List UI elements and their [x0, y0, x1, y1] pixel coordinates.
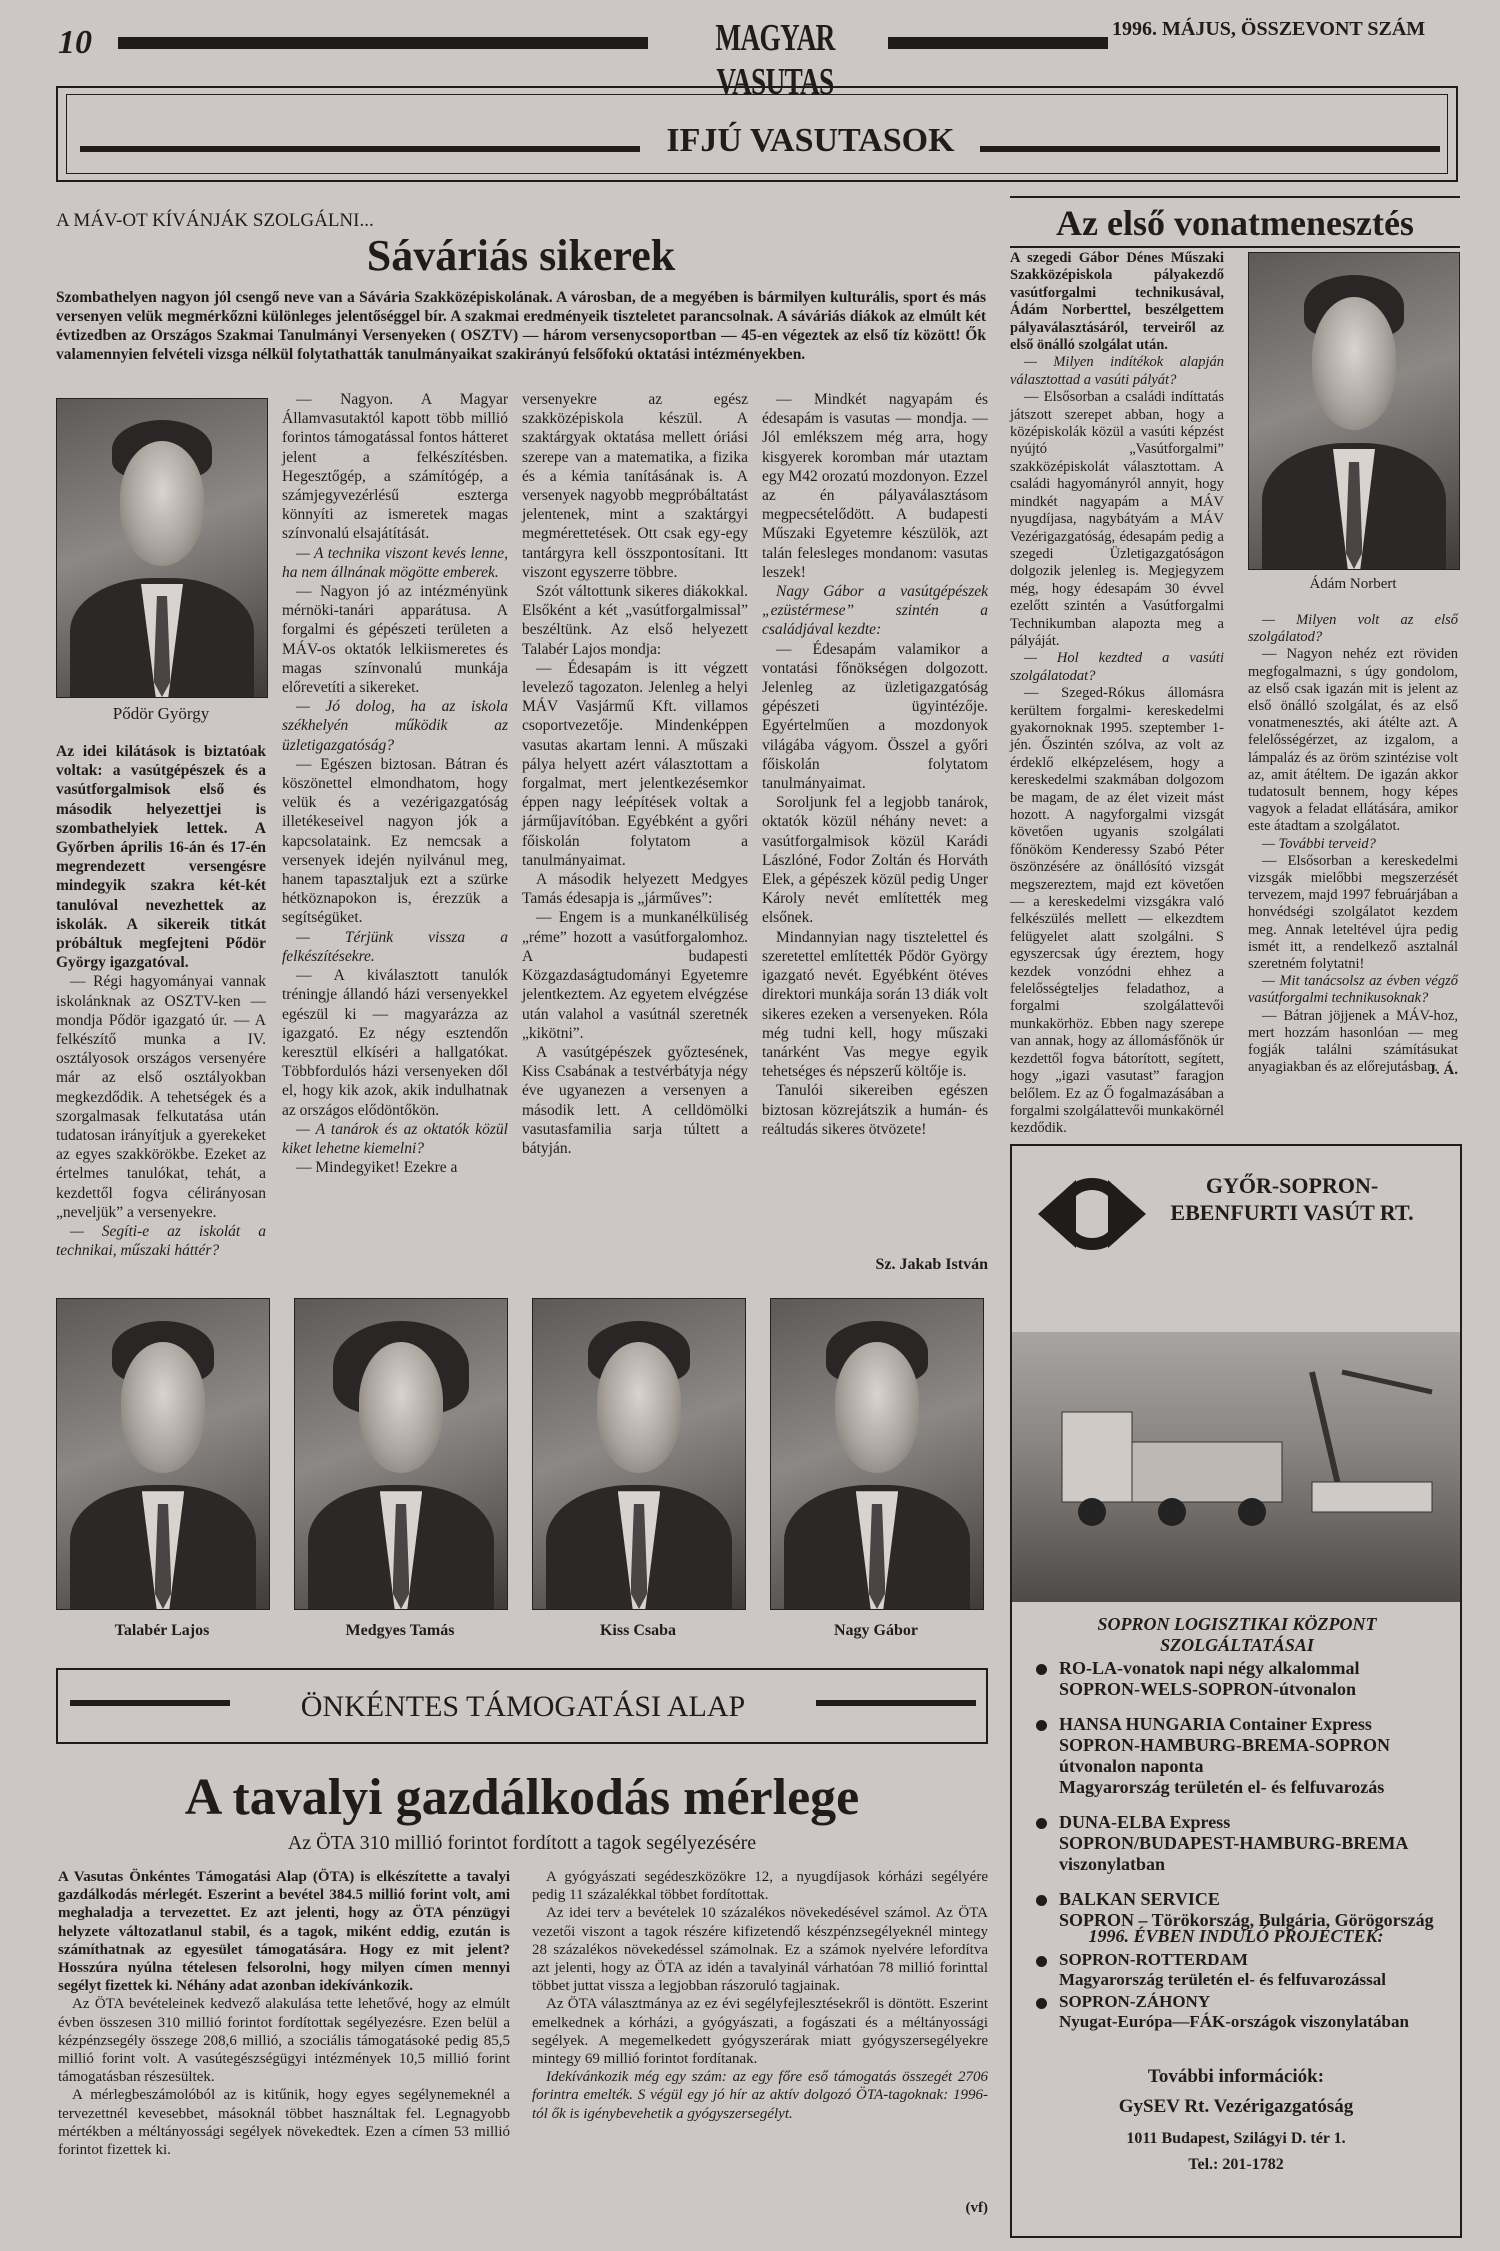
col2-question-2: — Jó dolog, ha az iskola székhelyén működik az üzletigazgatóság?	[282, 698, 508, 754]
photo-caption-medgyes: Medgyes Tamás	[345, 1622, 455, 1639]
masthead: MAGYAR VASUTAS	[715, 17, 835, 103]
side-rule-top	[1010, 196, 1460, 198]
project-item: SOPRON-ZÁHONY Nyugat-Európa—FÁK-országok viszonylatában	[1036, 1992, 1446, 2032]
service-item: HANSA HUNGARIA Container Express SOPRON-HAMBURG-BREMA-SOPRON útvonalon naponta Magyarország területén el- és felfuvarozás	[1036, 1714, 1446, 1798]
fund-banner-title: ÖNKÉNTES TÁMOGATÁSI ALAP	[300, 1690, 746, 1723]
fund-banner	[56, 1668, 988, 1744]
main-title: Sáváriás sikerek	[366, 231, 676, 280]
side-a3: — Nagyon nehéz ezt röviden megfogalmazni, s úgy gondolom, az első csak igazán mit is jelent az első önálló szolgálat, és az első vonatmenesztés, aki átélte azt. A felelősségérzet, az izgalom, a lámpaláz és az öröm szintézise volt az, amit átéltem. De igazán akkor tudatosult bennem, hogy képes vagyok a feladat ellátására, amikor este átadtam a szolgálatot.	[1248, 646, 1458, 835]
photo-caption-kiss: Kiss Csaba	[599, 1622, 677, 1639]
fund-banner-rule-right	[816, 1700, 976, 1706]
col4-b: Nagy Gábor a vasútgépészek „ezüstérmese” szintén a családjával kezdte:	[762, 583, 988, 639]
col2-answer-1: — Nagyon jó az intézményünk mérnöki-tanári apparátusa. A forgalmi és gépészeti területen a MÁV-os oktatók lelkiismeretes és magas színvonalú munkája előrevetíti a sikereket.	[282, 583, 508, 697]
service-item: DUNA-ELBA Express SOPRON/BUDAPEST-HAMBURG-BREMA viszonylatban	[1036, 1812, 1446, 1875]
fund-col2-d: Idekívánkozik még egy szám: az egy főre eső támogatás összegét 2706 forintra emelték. S végül egy jó hír az aktív dolgozó ÖTA-tagoknak: 1996-tól ők is igénybevehetik a gyógyszersegélyt.	[532, 2069, 988, 2122]
gysev-logo-icon	[1032, 1172, 1152, 1256]
photo-caption-adam: Ádám Norbert	[1309, 576, 1397, 592]
side-q5: — Mit tanácsolsz az évben végző vasútforgalmi technikusoknak?	[1248, 973, 1458, 1007]
fund-col2-b: Az idei terv a bevételek 10 százalékos növekedésével számol. Az ÖTA vezetői viszont a tagok részére kifizetendő készpénzsegélyeknél mintegy 28 százalékos növekedéssel számolnak. Ez a számok nyelvére lefordítva azt jelenti, hogy az ÖTA az idén a tavalyinál várhatóan 78 millió forinttal többet juttat vissza a legjobban rászoruló tagjainak.	[532, 1905, 988, 1995]
ad-services-title: SOPRON LOGISZTIKAI KÖZPONT SZOLGÁLTATÁSAI	[1097, 1614, 1377, 1655]
col3-b: Szót váltottunk sikeres diákokkal. Elsőként a két „vasútforgalmissal” beszéltünk. Az első helyezett Talabér Lajos mondja:	[522, 583, 748, 658]
col3-f: A vasútgépészek győztesének, Kiss Csabának a testvérbátyja négy éve ugyanezen a versenyen a második lett. A celldömölki vasutasfamilia sarja túltett a bátyján.	[522, 1043, 748, 1157]
side-col1	[1010, 250, 1224, 1138]
truck-illustration	[1012, 1332, 1460, 1602]
photo-adam-norbert	[1248, 252, 1460, 570]
col1-question: — Segíti-e az iskolát a technikai, műszaki háttér?	[56, 1223, 266, 1260]
col2-question-4: — A tanárok és az oktatók közül kiket lehetne kiemelni?	[282, 1120, 508, 1157]
main-col2	[282, 390, 508, 1177]
col4-c: — Édesapám valamikor a vontatási főnökségen dolgozott. Jelenleg az üzletigazgatóság gépészeti ügyintézője. Egyértelműen a mozdonyok világába vágyom. Összel a győri főiskolán folytatom tanulmányaimat.	[762, 640, 988, 793]
main-kicker: A MÁV-OT KÍVÁNJÁK SZOLGÁLNI...	[56, 210, 374, 231]
ad-info-address: 1011 Budapest, Szilágyi D. tér 1.	[1126, 2130, 1346, 2147]
col2-answer-4: — Mindegyiket! Ezekre a	[296, 1159, 458, 1177]
photo-caption-podor: Pődör György	[112, 704, 210, 723]
project-item: SOPRON-ROTTERDAM Magyarország területén el- és felfuvarozással	[1036, 1950, 1446, 1990]
main-lead: Szombathelyen nagyon jól csengő neve van a Sávária Szakközépiskolának. A városban, de a megyében is bármilyen kulturális, sport és más versenyen velük megmérkőzni különleges jelentőséggel bír. A szakmai eredményeik tiszteletet parancsolnak. A sáváriás diákok az elmúlt két évtizedben az Országos Szakmai Tanulmányi Versenyeken ( OSZTV) — három versenycsoportban — 45-en végeztek az első tíz között! Ők valamennyien felvételi vizsga nélkül folytathatták tanulmányaikat szakirányú felsőfokú oktatási intézményekben.	[56, 289, 986, 363]
main-col1	[56, 742, 266, 1260]
col4-f: Tanulói sikereiben egészen biztosan közrejátszik a humán- és reáltudás sikeres ötvözete!	[762, 1082, 988, 1138]
service-item: BALKAN SERVICE SOPRON – Törökország, Bulgária, Görögország	[1036, 1889, 1446, 1931]
ad-info-org: GySEV Rt. Vezérigazgatóság	[1118, 2096, 1354, 2117]
side-q2: — Hol kezdted a vasúti szolgálatodat?	[1010, 650, 1224, 684]
col3-e: — Engem is a munkanélküliség „réme” hozott a vasútforgalomhoz. A budapesti Közgazdaságtudományi Egyetemre jelentkeztem. Az egyetem elvégzése után valahol a vasútnál szeretnék „kikötni”.	[522, 909, 748, 1042]
side-col2	[1248, 612, 1458, 1076]
col1-text: — Régi hagyományai vannak iskolánknak az OSZTV-ken — mondja Pődör igazgató úr. — A felkészítő munka a IV. osztályosok országos versenyére már az első osztályokban megkezdődik. A tehetségek és a szorgalmasak felkutatása után tudatosan irányítjuk a gyerekeket az egyes szakkörökbe. Ezeket az értelmes tanulókat, tehát, a kezdettől fogva célirányosan „neveljük” a versenyekre.	[56, 973, 266, 1221]
fund-col1	[58, 1868, 510, 2159]
section-title: IFJÚ VASUTASOK	[666, 122, 955, 159]
side-a2: — Szeged-Rókus állomásra kerültem forgalmi- kereskedelmi gyakornoknak 1995. szeptember 1-jén. Őszintén szólva, az volt az érdeklő elképzelésem, hogy a kereskedelmi szakmában dolgozom be magam, de az élet vizeit mást hozott. A nagyforgalmi vizsgát követően ugyanis szolgálati főnököm Kenderessy Szabó Péter öszönzésére az önállósító vizsgát megszereztem, majd ezt követően — a kereskedelmi vizsgákra való felkészülés mellett — elkezdtem felügyelet alatt szolgálni. S egyszercsak úgy éreztem, hogy kezdek vonzódni ehhez a felelősségteljes feladathoz, a forgalmi szolgálattevői munkakörhöz. Ebben nagy szerepe van annak, hogy az állomásfőnök úr kezdettől fogva bátorított, segített, hogy „igazi vasutast” faragjon belőlem. Ez az Ő fogalmazásában a forgalmi szolgálattevői munkakörnél kezdődik.	[1010, 685, 1224, 1137]
col4-a: — Mindkét nagyapám és édesapám is vasutas — mondja. — Jól emlékszem még arra, hogy kisgyerek koromban már utaztam egy M42 orozatú mozdonyon. Ezzel az én pályaválasztásom megpecsételődött. A budapesti Műszaki Egyetemre készülök, azt talán felesleges mondanom: vasutas leszek!	[762, 391, 988, 581]
side-q3: — Milyen volt az első szolgálatod?	[1248, 612, 1458, 646]
col2-question-1: — A technika viszont kevés lenne, ha nem állnának mögötte emberek.	[282, 544, 508, 581]
ad-info-phone: Tel.: 201-1782	[1188, 2156, 1284, 2173]
photo-talaber-lajos	[56, 1298, 270, 1610]
side-q1: — Milyen indítékok alapján választottad a vasúti pályát?	[1010, 354, 1224, 388]
ad-company: GYŐR-SOPRON-EBENFURTI VASÚT RT.	[1170, 1173, 1414, 1225]
photo-caption-talaber: Talabér Lajos	[114, 1622, 210, 1639]
side-author: J. Á.	[1428, 1062, 1458, 1078]
col2-question-3: — Térjünk vissza a felkészítésekre.	[282, 928, 508, 965]
col3-c: — Édesapám is itt végzett levelező tagozaton. Jelenleg a helyi MÁV Vasjármű Kft. villamos csoportvezetője. Mindenképpen vasutas akartam lenni. A műszaki pálya helyett azért választottam a forgalmat, mert jelentkezésemkor éppen nagy leépítések voltak a járműjavítóban. Egyébként a győri főiskolán folytatom a tanulmányaimat.	[522, 659, 748, 869]
gysev-ad	[1010, 1144, 1462, 2238]
side-q4: — További terveid?	[1262, 835, 1376, 852]
photo-medgyes-tamas	[294, 1298, 508, 1610]
photo-kiss-csaba	[532, 1298, 746, 1610]
section-banner	[56, 86, 1458, 182]
fund-col2-c: Az ÖTA választmánya az ez évi segélyfejlesztésekről is döntött. Eszerint emelkednek a kórházi, a gyógyászati, a fogászati és a méltányossági segélyek. A megemelkedett gyógyszerárak miatt gyógyszersegélyekre mintegy 69 millió forintot fordítanak.	[532, 1996, 988, 2068]
fund-col1-b: A mérlegbeszámolóból az is kitűnik, hogy egyes segélynemeknél a tervezettnél kevesebbet, másoknál többet használtak fel. Legnagyobb mértékben a méltányossági segélyek növekedtek. Ezen a címen 53 millió forintot fizettek ki.	[58, 2087, 510, 2159]
col2-answer-3: — A kiválasztott tanulók tréningje állandó házi versenyekkel egészül ki — magyarázza az igazgató. Ez négy esztendőn keresztül elkíséri a hallgatókat. Többfordulós házi versenyeken dől el, hogy kik azok, akik indulhatnak az országos elődöntőkön.	[282, 967, 508, 1119]
fund-title: A tavalyi gazdálkodás mérlege	[184, 1769, 860, 1826]
main-col4	[762, 390, 988, 1139]
header-rule-right	[888, 37, 1108, 49]
photo-podor-gyorgy	[56, 398, 268, 698]
col1-bold: Az idei kilátások is biztatóak voltak: a vasútgépészek és a vasútforgalmisok első és második helyezettjei is szombathelyiek lettek. A Győrben április 16-án és 17-én megrendezett versengésre mindegyik szakra két-két tanulóval nevezhettek az iskolák. A sikereik titkát próbáltuk megfejteni Pődör György igazgatóval.	[56, 743, 266, 972]
col3-d: A második helyezett Medgyes Tamás édesapja is „járműves”:	[522, 871, 748, 908]
page-number: 10	[58, 24, 92, 61]
fund-banner-rule-left	[70, 1700, 230, 1706]
side-a5: — Bátran jöjjenek a MÁV-hoz, mert hozzám hasonlóan — meg fogják találni számításukat anyagiakban és az előrejutásban.	[1248, 1007, 1458, 1076]
col4-e: Mindannyian nagy tisztelettel és szeretettel említették Pődör György igazgató nevét. Egyébként ötéves direktori munkája során 13 diák volt sikeres ezeken a versenyeken. Róla még tudni kell, hogy műszaki tanárként Vas megye egyik tehetséges és népszerű költője is.	[762, 928, 988, 1081]
photo-caption-nagy: Nagy Gábor	[834, 1622, 918, 1639]
banner-rule-left	[80, 146, 640, 152]
fund-col2	[532, 1868, 988, 2123]
header-rule-left	[118, 37, 648, 49]
fund-subtitle: Az ÖTA 310 millió forintot fordított a tagok segélyezésére	[287, 1832, 757, 1854]
fund-col2-a: A gyógyászati segédeszközökre 12, a nyugdíjasok kórházi segélyére pedig 11 százalékkal többet fordítottak.	[532, 1869, 988, 1904]
col3-a: versenyekre az egész szakközépiskola készül. A szaktárgyak oktatása mellett óriási szerepe van a matematika, a fizika és a kémia tanításának is. A versenyek nagyobb megpróbáltatást jelentenek, mint a szaktárgyi megmérettetések. Ott csak egy-egy tantárgyra kell összpontosítani. Itt viszont egyszerre többre.	[522, 391, 748, 581]
photo-nagy-gabor	[770, 1298, 984, 1610]
fund-author: (vf)	[965, 2200, 988, 2216]
side-rule-bottom	[1010, 246, 1460, 248]
fund-col1-a: Az ÖTA bevételeinek kedvező alakulása tette lehetővé, hogy az elmúlt évben összesen 310 millió forintot fordítottak segélyezésre. Ezen belül a kézpénzsegély összege 208,6 millió, a szociális támogatásoké pedig 85,5 millió forint volt. A vasútegészségügyi intézmények 10,5 millió forint támogatásban részesültek.	[58, 1996, 510, 2086]
fund-col1-lead: A Vasutas Önkéntes Támogatási Alap (ÖTA) is elkészítette a tavalyi gazdálkodás mérlegét. Eszerint a bevétel 384.5 millió forint volt, ami meghaladja a tervezettet. Ez azt jelenti, hogy az ÖTA pénzügyi helyzete változatlanul stabil, és a tagok, miként eddig, ezután is számíthatnak az egyesület támogatására. Hogy ez mit jelent? Hosszúra nyúlna tételesen felsorolni, hogy milyen címen mennyi segélyt fizettek ki. Néhány adat azonban idekívánkozik.	[58, 1869, 510, 1995]
main-author: Sz. Jakab István	[875, 1256, 988, 1273]
side-a1: — Elsősorban a családi indíttatás játszott szerepet abban, hogy a középiskolák közül a vasúti képzést nyújtó „Vasútforgalmi” szakközépiskolát választottam. A családi hagyományról annyit, hogy mindkét nagyapám a MÁV nyugdíjasa, nagybátyám a MÁV Vezérigazgatóság, édesapám pedig a szegedi Üzletigazgatóságon dolgozik jelenleg is. Megjegyzem még, hogy édesapám 30 évvel ezelőtt szintén a Vasútforgalmi Technikumban alapozta meg a pályáját.	[1010, 389, 1224, 649]
ad-truck-photo	[1012, 1332, 1460, 1602]
main-col3	[522, 390, 748, 1158]
service-item: RO-LA-vonatok napi négy alkalommal SOPRON-WELS-SOPRON-útvonalon	[1036, 1658, 1446, 1700]
banner-rule-right	[980, 146, 1440, 152]
col2-answer-2: — Egészen biztosan. Bátran és köszönettel elmondhatom, hogy velük és a vezérigazgatóság illetékeseivel nagyon jók a kapcsolataink. Ez nemcsak a versenyek idején nyilvánul meg, hanem tapasztaljuk ezt a szürke hétköznapokon is, érezzük a segítségüket.	[282, 755, 508, 927]
col4-d: Soroljunk fel a legjobb tanárok, oktatók közül néhány nevet: a vasútforgalmisok közül Karádi Lászlóné, Fodor Zoltán és Horváth Elek, a gépészek közül pedig Unger Károly nevét említették meg elsőnek.	[762, 794, 988, 927]
ad-services-list	[1036, 1658, 1446, 1941]
issue-line: 1996. MÁJUS, ÖSSZEVONT SZÁM	[1112, 18, 1426, 40]
side-lead: A szegedi Gábor Dénes Műszaki Szakközépiskola pályakezdő vasútforgalmi technikusával, Ádám Norberttel, beszélgettem pályaválasztásáról, terveiről az első önálló szolgálat után.	[1010, 250, 1224, 354]
col2-answer: — Nagyon. A Magyar Államvasutaktól kapott több millió forintos támogatással fontos hátteret jelent a felkészítésben. Hegesztőgép, a számítógép, a számjegyvezérlésű eszterga könnyíti az ismeretek magas színvonalú elsajátítását.	[282, 391, 508, 543]
ad-projects-list	[1036, 1950, 1446, 2032]
ad-projects-title: 1996. ÉVBEN INDULÓ PROJECTEK:	[1088, 1926, 1384, 1946]
side-a4: — Elsősorban a kereskedelmi vizsgák mielőbbi megszerzését tervezem, majd 1997 februárjában a honvédségi szolgálatot kezdem meg. Annak leteltével újra pedig ismét itt, a rendelkező asztalnál szeretném folytatni!	[1248, 852, 1458, 973]
ad-info-title: További információk:	[1147, 2066, 1325, 2087]
side-title: Az első vonatmenesztés	[1056, 203, 1414, 243]
